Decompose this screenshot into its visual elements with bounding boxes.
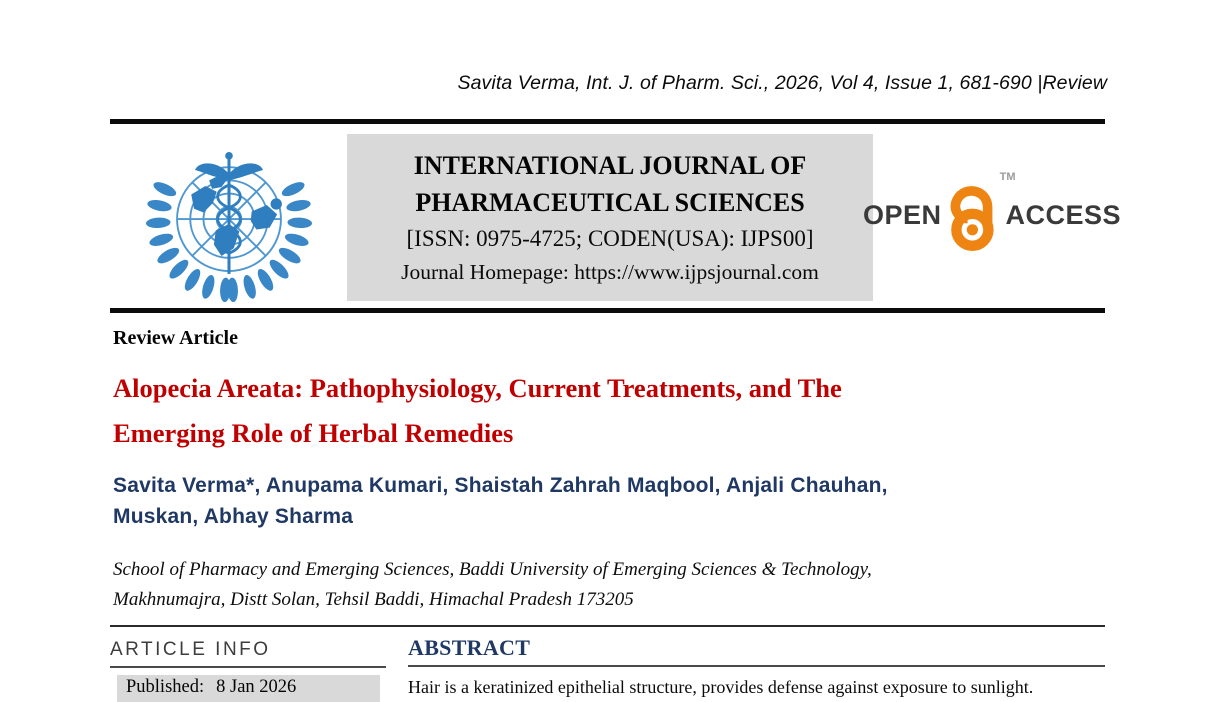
article-info-column: [110, 639, 386, 702]
article-title-line2: Emerging Role of Herbal Remedies: [113, 418, 514, 448]
article-type-label: Review Article: [113, 327, 238, 349]
article-info-underline: [110, 666, 386, 668]
journal-name-line2: PHARMACEUTICAL SCIENCES: [415, 188, 805, 217]
published-box: [117, 675, 380, 702]
author-list-line2: Muskan, Abhay Sharma: [113, 505, 354, 528]
author-list: [113, 470, 1093, 532]
journal-logo: [130, 136, 328, 306]
affiliation-line1: School of Pharmacy and Emerging Sciences, Baddi University of Emerging Sciences & Technology,: [113, 559, 872, 580]
article-title-line1: Alopecia Areata: Pathophysiology, Current Treatments, and The: [113, 373, 842, 403]
open-access-lock-icon: [946, 171, 1016, 255]
affiliation: [113, 555, 1093, 614]
affiliation-line2: Makhnumajra, Distt Solan, Tehsil Baddi, Himachal Pradesh 173205: [113, 588, 634, 610]
abstract-heading: ABSTRACT: [408, 635, 531, 660]
article-info-heading: ARTICLE INFO: [110, 639, 271, 660]
open-access-badge: [862, 171, 1122, 255]
author-list-line1: Savita Verma*, Anupama Kumari, Shaistah Zahrah Maqbool, Anjali Chauhan,: [113, 474, 888, 497]
published-date: 8 Jan 2026: [216, 677, 297, 697]
open-access-access-label: ACCESS: [1005, 199, 1122, 230]
abstract-text: Hair is a keratinized epithelial structure, provides defense against exposure to sunlight.: [408, 677, 1034, 697]
masthead-bottom-rule: [110, 308, 1105, 313]
issn-coden-line: [ISSN: 0975-4725; CODEN(USA): IJPS00]: [406, 226, 814, 251]
published-label: Published:: [126, 677, 205, 697]
top-rule: [110, 119, 1105, 124]
article-title: [113, 366, 1093, 456]
un-caduceus-globe-icon: [130, 136, 328, 306]
section-divider-rule: [110, 625, 1105, 627]
abstract-underline: [408, 665, 1105, 667]
trademark-symbol: TM: [999, 171, 1016, 183]
open-lock-icon: [946, 175, 1002, 255]
journal-title-panel: [347, 134, 873, 301]
abstract-column: [408, 635, 1105, 698]
open-access-open-label: OPEN: [862, 199, 942, 230]
running-head-citation: Savita Verma, Int. J. of Pharm. Sci., 2026, Vol 4, Issue 1, 681-690 |Review: [457, 72, 1107, 94]
journal-homepage-line: Journal Homepage: https://www.ijpsjournal.com: [401, 260, 819, 284]
journal-name-line1: INTERNATIONAL JOURNAL OF: [413, 151, 807, 180]
